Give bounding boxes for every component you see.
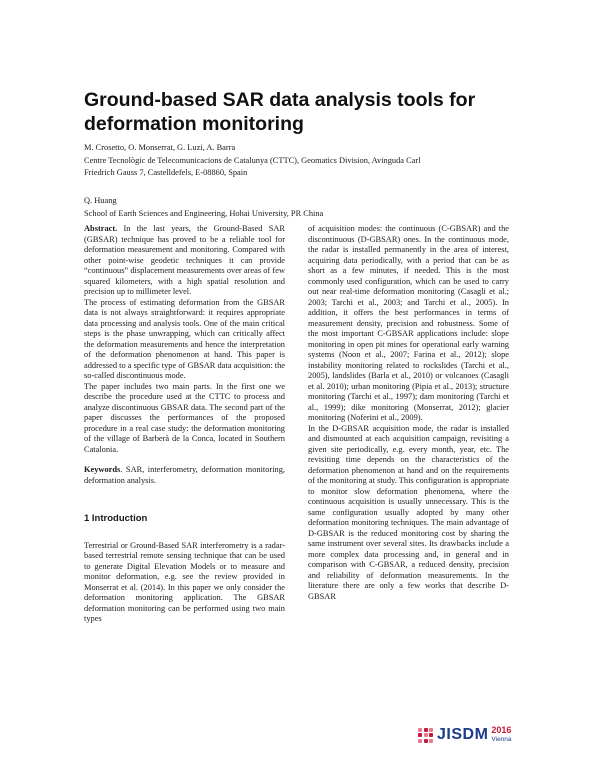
logo-dots-icon <box>418 728 433 743</box>
section-heading-introduction: 1 Introduction <box>84 513 148 524</box>
second-affiliation: School of Earth Sciences and Engineering, Hohai University, PR China <box>84 208 324 218</box>
logo-side <box>491 726 511 744</box>
author-block <box>84 142 524 180</box>
intro-paragraph: Terrestrial or Ground-Based SAR interferometry is a radar-based terrestrial remote sensing technique that can be used to generate Digital Elevation Models or to measure and monitor deformation, e.g. see the review provided in Monserrat et al. (2014). In this paper we only consider the deformation monitoring application. The GBSAR deformation monitoring can be performed using two main types <box>84 540 285 623</box>
keywords-text: . SAR, interferometry, deformation monitoring, deformation analysis. <box>84 465 285 485</box>
second-author-block <box>84 195 524 220</box>
affiliation-line: Centre Tecnològic de Telecomunicacions de Catalunya (CTTC), Geomatics Division, Avinguda Carl <box>84 155 421 165</box>
paper-title: Ground-based SAR data analysis tools for deformation monitoring <box>84 89 476 135</box>
logo-year: 2016 <box>491 725 512 735</box>
abstract-paragraph: The paper includes two main parts. In the first one we describe the procedure used at the CTTC to process and analyze discontinuous GBSAR data. The second part of the paper discusses the performances of the proposed procedure in a real case study: the deformation monitoring of the village of Barberà de la Conca, located in Southern Catalonia. <box>84 381 285 454</box>
conference-logo <box>418 724 528 746</box>
right-column <box>308 224 509 602</box>
keywords <box>84 465 285 486</box>
author-names: M. Crosetto, O. Monserrat, G. Luzi, A. Barra <box>84 143 236 152</box>
left-column <box>84 224 285 625</box>
logo-text: JISDM <box>437 726 489 743</box>
keywords-label: Keywords <box>84 465 121 474</box>
abstract-label: Abstract. <box>84 224 118 233</box>
abstract-paragraph: The process of estimating deformation from the GBSAR data is not always straightforward: it requires appropriate data processing and analysis tools. One of the main critical steps is the phase unwrapping, which can critically affect the deformation measurements and hence the interpretation of the deformation phenomenon at hand. This paper is addressed to a specific type of GBSAR data acquisition: the so-called discontinuous mode. <box>84 297 285 380</box>
body-paragraph: In the D-GBSAR acquisition mode, the radar is installed and dismounted at each acquisition campaign, revisiting a given site periodically, e.g. every month, year, etc. The revisiting time depends on the characteristics of the deformation phenomenon at hand and on the requirements of the monitoring at study. This configuration is appropriate to monitor slow deformation phenomena, where the continuous acquisition is usually unnecessary. This is the same configuration usually adopted by many other deformation monitoring techniques. The main advantage of D-GBSAR is the reduced monitoring cost by sharing the same instrument over several sites. Its drawbacks include a more complex data processing and, in general and in comparison with C-GBSAR, a reduced density, precision and reliability of deformation measurements. In the literature there are only a few works that describe D-GBSAR <box>308 423 509 601</box>
abstract-paragraph <box>84 224 285 298</box>
affiliation-line: Friedrich Gauss 7, Castelldefels, E-08860, Spain <box>84 168 248 177</box>
abstract-text: In the last years, the Ground-Based SAR (GBSAR) technique has proved to be a reliable tool for deformation measurement and monitoring. Compared with other point-wise geodetic techniques it can provide “continuous” displacement measurements over areas of few squared kilometers, with a high spatial resolution and precision up to millimeter level. <box>84 224 285 296</box>
body-paragraph: of acquisition modes: the continuous (C-GBSAR) and the discontinuous (D-GBSAR) ones. In the continuous mode, the radar is installed permanently in the area of interest, acquiring data periodically, with a period that can be as short as a few minutes, if needed. This is the most commonly used configuration, which can be used to carry out near real-time deformation monitoring (Casagli et al.; 2003; Tarchi et al., 2003; and Tarchi et al., 2005). In addition, it offers the best performances in terms of measurement density, precision and robustness. Some of the most important C-GBSAR applications include: slope monitoring in open pit mines for operational early warning systems (Noon et al., 2007; Farina et al., 2012); slope instability monitoring related to rockslides (Tarchi et al., 2005), landslides (Barla et al., 2010) or volcanoes (Casagli et al. 2010); urban monitoring (Pipia et al., 2013); structure monitoring (Tarchi et al., 1997); dam monitoring (Tarchi et al., 1999); dike monitoring (Monserrat, 2012); glacier monitoring (Noferini et al., 2009). <box>308 224 509 422</box>
second-author-name: Q. Huang <box>84 196 117 205</box>
logo-city: Vienna <box>491 736 512 743</box>
